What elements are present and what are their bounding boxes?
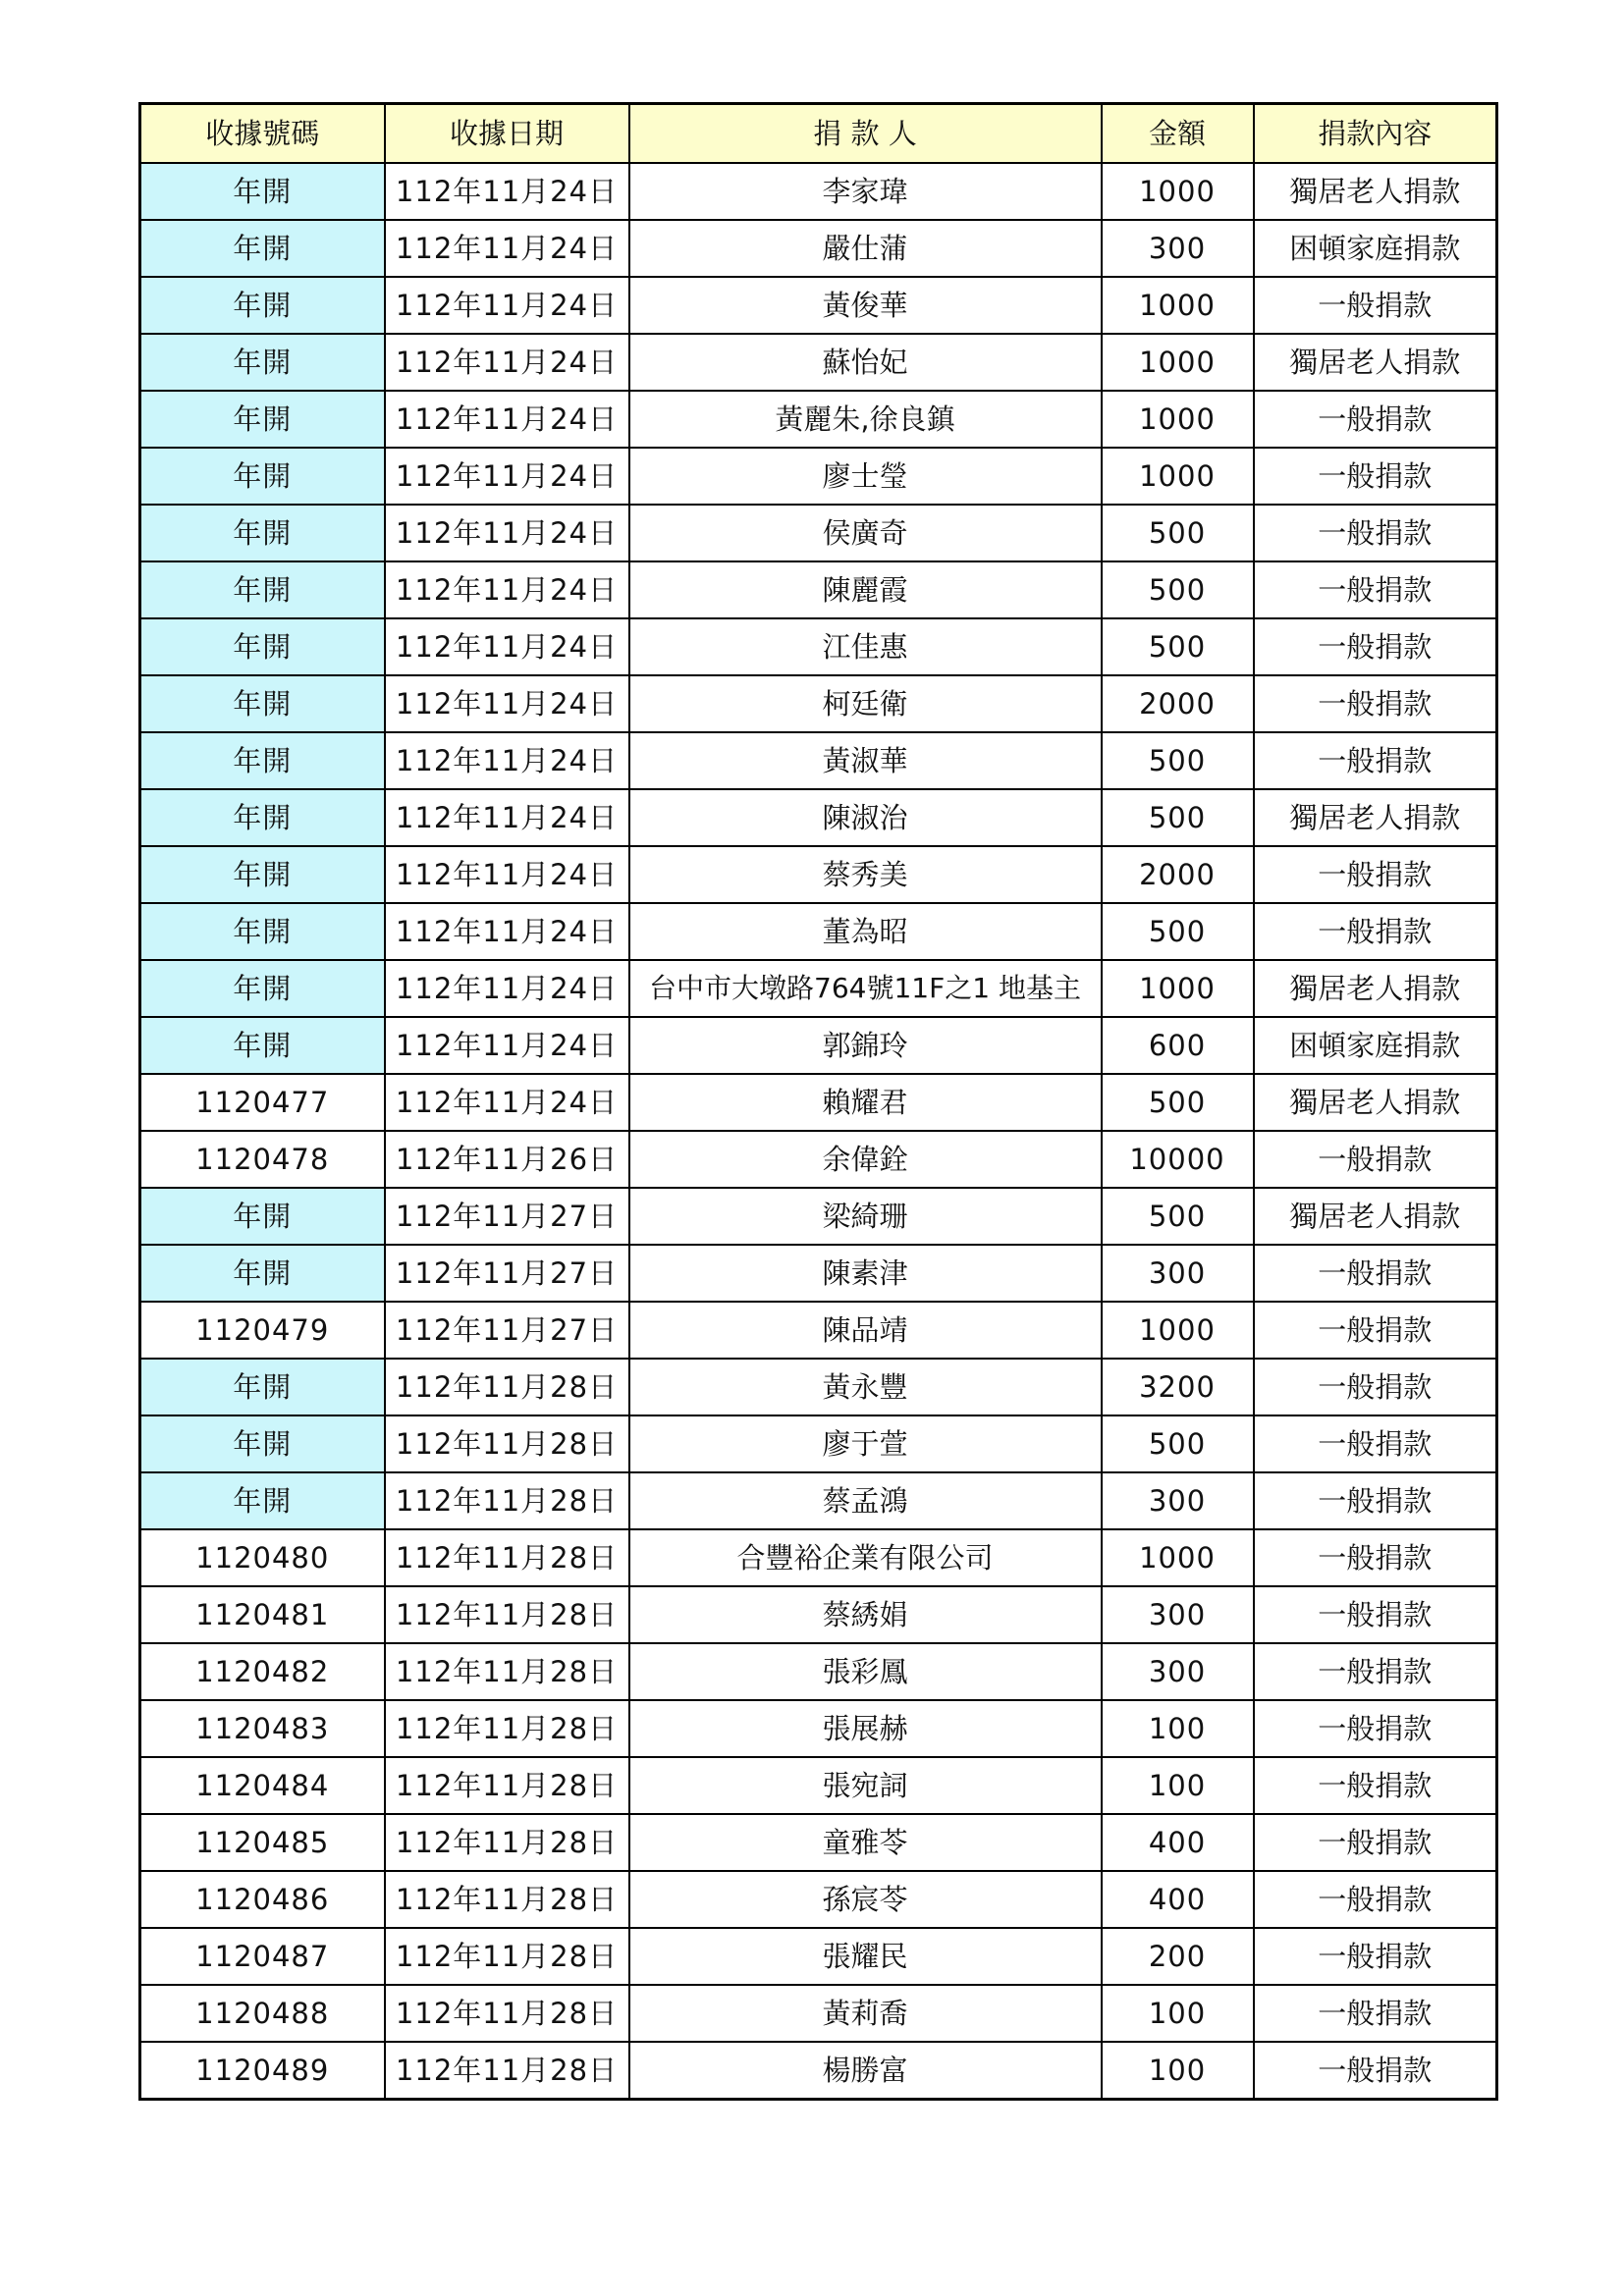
amount-cell: 500 — [1102, 903, 1254, 960]
table-row — [140, 1302, 1497, 1359]
table-row — [140, 448, 1497, 505]
table-row — [140, 1586, 1497, 1643]
amount-cell: 500 — [1102, 1188, 1254, 1245]
header-row — [140, 104, 1497, 164]
receipt-number-cell: 1120478 — [140, 1131, 385, 1188]
header-purpose: 捐款內容 — [1254, 104, 1497, 164]
table-row — [140, 505, 1497, 561]
donation-purpose-cell: 獨居老人捐款 — [1254, 334, 1497, 391]
receipt-date-cell: 112年11月26日 — [385, 1131, 629, 1188]
donor-name-cell: 黃淑華 — [629, 732, 1102, 789]
receipt-date-cell: 112年11月24日 — [385, 391, 629, 448]
donor-name-cell: 張彩鳳 — [629, 1643, 1102, 1700]
amount-cell: 500 — [1102, 789, 1254, 846]
donor-name-cell: 陳品靖 — [629, 1302, 1102, 1359]
amount-cell: 500 — [1102, 732, 1254, 789]
donor-name-cell: 黃莉喬 — [629, 1985, 1102, 2042]
donation-purpose-cell: 一般捐款 — [1254, 391, 1497, 448]
amount-cell: 100 — [1102, 1985, 1254, 2042]
receipt-date-cell: 112年11月24日 — [385, 789, 629, 846]
receipt-date-cell: 112年11月28日 — [385, 1359, 629, 1415]
table-row — [140, 220, 1497, 277]
donor-name-cell: 蘇怡妃 — [629, 334, 1102, 391]
donation-purpose-cell: 一般捐款 — [1254, 675, 1497, 732]
receipt-number-cell: 年開 — [140, 846, 385, 903]
receipt-date-cell: 112年11月24日 — [385, 334, 629, 391]
donation-purpose-cell: 困頓家庭捐款 — [1254, 1017, 1497, 1074]
receipt-number-cell: 年開 — [140, 1245, 385, 1302]
amount-cell: 1000 — [1102, 163, 1254, 220]
receipt-date-cell: 112年11月24日 — [385, 903, 629, 960]
donor-name-cell: 廖于萱 — [629, 1415, 1102, 1472]
amount-cell: 1000 — [1102, 391, 1254, 448]
receipt-date-cell: 112年11月27日 — [385, 1245, 629, 1302]
receipt-number-cell: 1120483 — [140, 1700, 385, 1757]
table-row — [140, 2042, 1497, 2100]
donation-purpose-cell: 一般捐款 — [1254, 1245, 1497, 1302]
table-row — [140, 1074, 1497, 1131]
donor-name-cell: 陳淑治 — [629, 789, 1102, 846]
donation-purpose-cell: 一般捐款 — [1254, 561, 1497, 618]
donation-purpose-cell: 一般捐款 — [1254, 1415, 1497, 1472]
amount-cell: 300 — [1102, 1586, 1254, 1643]
receipt-date-cell: 112年11月28日 — [385, 1472, 629, 1529]
donor-name-cell: 蔡孟鴻 — [629, 1472, 1102, 1529]
receipt-number-cell: 1120481 — [140, 1586, 385, 1643]
table-row — [140, 1928, 1497, 1985]
amount-cell: 500 — [1102, 505, 1254, 561]
donation-purpose-cell: 一般捐款 — [1254, 1985, 1497, 2042]
amount-cell: 2000 — [1102, 846, 1254, 903]
receipt-date-cell: 112年11月28日 — [385, 1415, 629, 1472]
table-row — [140, 1472, 1497, 1529]
donation-purpose-cell: 獨居老人捐款 — [1254, 163, 1497, 220]
table-row — [140, 1017, 1497, 1074]
amount-cell: 500 — [1102, 618, 1254, 675]
table-row — [140, 1245, 1497, 1302]
receipt-number-cell: 1120489 — [140, 2042, 385, 2100]
receipt-date-cell: 112年11月28日 — [385, 1985, 629, 2042]
table-row — [140, 1529, 1497, 1586]
donation-purpose-cell: 獨居老人捐款 — [1254, 1074, 1497, 1131]
donation-purpose-cell: 一般捐款 — [1254, 1871, 1497, 1928]
amount-cell: 400 — [1102, 1871, 1254, 1928]
donor-name-cell: 陳素津 — [629, 1245, 1102, 1302]
receipt-date-cell: 112年11月24日 — [385, 163, 629, 220]
table-row — [140, 903, 1497, 960]
amount-cell: 500 — [1102, 1415, 1254, 1472]
donor-name-cell: 陳麗霞 — [629, 561, 1102, 618]
receipt-date-cell: 112年11月28日 — [385, 1871, 629, 1928]
table-row — [140, 846, 1497, 903]
amount-cell: 100 — [1102, 1757, 1254, 1814]
receipt-date-cell: 112年11月28日 — [385, 1586, 629, 1643]
receipt-number-cell: 1120488 — [140, 1985, 385, 2042]
header-receipt-date: 收據日期 — [385, 104, 629, 164]
receipt-date-cell: 112年11月24日 — [385, 618, 629, 675]
table-row — [140, 1131, 1497, 1188]
receipt-number-cell: 年開 — [140, 1415, 385, 1472]
amount-cell: 1000 — [1102, 334, 1254, 391]
donor-name-cell: 蔡綉娟 — [629, 1586, 1102, 1643]
donor-name-cell: 張耀民 — [629, 1928, 1102, 1985]
receipt-date-cell: 112年11月24日 — [385, 448, 629, 505]
donor-name-cell: 張展赫 — [629, 1700, 1102, 1757]
table-row — [140, 1643, 1497, 1700]
table-row — [140, 732, 1497, 789]
donation-purpose-cell: 一般捐款 — [1254, 277, 1497, 334]
donor-name-cell: 侯廣奇 — [629, 505, 1102, 561]
donation-purpose-cell: 獨居老人捐款 — [1254, 789, 1497, 846]
donor-name-cell: 黃俊華 — [629, 277, 1102, 334]
amount-cell: 200 — [1102, 1928, 1254, 1985]
table-row — [140, 960, 1497, 1017]
receipt-date-cell: 112年11月28日 — [385, 1814, 629, 1871]
receipt-number-cell: 1120482 — [140, 1643, 385, 1700]
receipt-number-cell: 年開 — [140, 675, 385, 732]
donor-name-cell: 童雅苓 — [629, 1814, 1102, 1871]
table-row — [140, 1700, 1497, 1757]
table-row — [140, 675, 1497, 732]
amount-cell: 600 — [1102, 1017, 1254, 1074]
donation-purpose-cell: 獨居老人捐款 — [1254, 1188, 1497, 1245]
receipt-date-cell: 112年11月24日 — [385, 1017, 629, 1074]
donation-purpose-cell: 一般捐款 — [1254, 1700, 1497, 1757]
donation-purpose-cell: 一般捐款 — [1254, 1529, 1497, 1586]
receipt-number-cell: 年開 — [140, 1017, 385, 1074]
donation-purpose-cell: 一般捐款 — [1254, 2042, 1497, 2100]
receipt-date-cell: 112年11月27日 — [385, 1188, 629, 1245]
amount-cell: 300 — [1102, 1643, 1254, 1700]
receipt-number-cell: 1120477 — [140, 1074, 385, 1131]
donation-purpose-cell: 困頓家庭捐款 — [1254, 220, 1497, 277]
amount-cell: 1000 — [1102, 1302, 1254, 1359]
receipt-number-cell: 年開 — [140, 163, 385, 220]
receipt-date-cell: 112年11月28日 — [385, 1928, 629, 1985]
table-body — [140, 163, 1497, 2100]
receipt-number-cell: 1120484 — [140, 1757, 385, 1814]
donation-purpose-cell: 一般捐款 — [1254, 1814, 1497, 1871]
receipt-date-cell: 112年11月27日 — [385, 1302, 629, 1359]
table-row — [140, 1814, 1497, 1871]
table-row — [140, 561, 1497, 618]
donor-name-cell: 郭錦玲 — [629, 1017, 1102, 1074]
receipt-date-cell: 112年11月28日 — [385, 1529, 629, 1586]
donor-name-cell: 黃麗朱,徐良鎮 — [629, 391, 1102, 448]
table-row — [140, 1985, 1497, 2042]
receipt-date-cell: 112年11月24日 — [385, 846, 629, 903]
table-row — [140, 789, 1497, 846]
receipt-date-cell: 112年11月24日 — [385, 675, 629, 732]
receipt-number-cell: 年開 — [140, 448, 385, 505]
receipt-number-cell: 1120479 — [140, 1302, 385, 1359]
table-row — [140, 1871, 1497, 1928]
amount-cell: 100 — [1102, 2042, 1254, 2100]
donor-name-cell: 嚴仕蒲 — [629, 220, 1102, 277]
receipt-number-cell: 年開 — [140, 561, 385, 618]
receipt-date-cell: 112年11月24日 — [385, 220, 629, 277]
donor-name-cell: 黃永豐 — [629, 1359, 1102, 1415]
receipt-number-cell: 年開 — [140, 903, 385, 960]
donation-purpose-cell: 一般捐款 — [1254, 732, 1497, 789]
donation-ledger-table — [138, 102, 1498, 2101]
donation-purpose-cell: 獨居老人捐款 — [1254, 960, 1497, 1017]
amount-cell: 300 — [1102, 1245, 1254, 1302]
donation-purpose-cell: 一般捐款 — [1254, 1302, 1497, 1359]
donation-purpose-cell: 一般捐款 — [1254, 1131, 1497, 1188]
amount-cell: 300 — [1102, 1472, 1254, 1529]
donor-name-cell: 余偉銓 — [629, 1131, 1102, 1188]
table-row — [140, 277, 1497, 334]
receipt-date-cell: 112年11月24日 — [385, 732, 629, 789]
donation-purpose-cell: 一般捐款 — [1254, 1472, 1497, 1529]
receipt-date-cell: 112年11月28日 — [385, 1700, 629, 1757]
table-header — [140, 104, 1497, 164]
donor-name-cell: 柯廷衛 — [629, 675, 1102, 732]
amount-cell: 1000 — [1102, 960, 1254, 1017]
donation-purpose-cell: 一般捐款 — [1254, 618, 1497, 675]
donation-purpose-cell: 一般捐款 — [1254, 1757, 1497, 1814]
donor-name-cell: 楊勝富 — [629, 2042, 1102, 2100]
receipt-number-cell: 年開 — [140, 277, 385, 334]
donor-name-cell: 台中市大墩路764號11F之1 地基主 — [629, 960, 1102, 1017]
donor-name-cell: 江佳惠 — [629, 618, 1102, 675]
amount-cell: 500 — [1102, 1074, 1254, 1131]
receipt-date-cell: 112年11月24日 — [385, 561, 629, 618]
receipt-number-cell: 年開 — [140, 334, 385, 391]
donor-name-cell: 張宛詞 — [629, 1757, 1102, 1814]
amount-cell: 500 — [1102, 561, 1254, 618]
donation-purpose-cell: 一般捐款 — [1254, 448, 1497, 505]
receipt-date-cell: 112年11月28日 — [385, 2042, 629, 2100]
donation-purpose-cell: 一般捐款 — [1254, 903, 1497, 960]
table-row — [140, 1359, 1497, 1415]
receipt-number-cell: 年開 — [140, 1359, 385, 1415]
donation-purpose-cell: 一般捐款 — [1254, 505, 1497, 561]
receipt-number-cell: 年開 — [140, 618, 385, 675]
donor-name-cell: 董為昭 — [629, 903, 1102, 960]
amount-cell: 400 — [1102, 1814, 1254, 1871]
donor-name-cell: 梁綺珊 — [629, 1188, 1102, 1245]
donor-name-cell: 合豐裕企業有限公司 — [629, 1529, 1102, 1586]
receipt-date-cell: 112年11月28日 — [385, 1757, 629, 1814]
donor-name-cell: 賴耀君 — [629, 1074, 1102, 1131]
header-amount: 金額 — [1102, 104, 1254, 164]
table-row — [140, 1415, 1497, 1472]
amount-cell: 1000 — [1102, 448, 1254, 505]
donation-purpose-cell: 一般捐款 — [1254, 1359, 1497, 1415]
receipt-date-cell: 112年11月24日 — [385, 1074, 629, 1131]
amount-cell: 100 — [1102, 1700, 1254, 1757]
donor-name-cell: 李家瑋 — [629, 163, 1102, 220]
receipt-number-cell: 1120487 — [140, 1928, 385, 1985]
table-row — [140, 1757, 1497, 1814]
receipt-date-cell: 112年11月24日 — [385, 960, 629, 1017]
receipt-number-cell: 年開 — [140, 960, 385, 1017]
donation-purpose-cell: 一般捐款 — [1254, 1586, 1497, 1643]
receipt-number-cell: 1120485 — [140, 1814, 385, 1871]
donor-name-cell: 廖士瑩 — [629, 448, 1102, 505]
table-row — [140, 163, 1497, 220]
amount-cell: 2000 — [1102, 675, 1254, 732]
receipt-number-cell: 1120480 — [140, 1529, 385, 1586]
header-donor: 捐 款 人 — [629, 104, 1102, 164]
table-row — [140, 1188, 1497, 1245]
receipt-date-cell: 112年11月24日 — [385, 277, 629, 334]
receipt-number-cell: 年開 — [140, 505, 385, 561]
receipt-number-cell: 年開 — [140, 789, 385, 846]
donation-purpose-cell: 一般捐款 — [1254, 846, 1497, 903]
receipt-number-cell: 年開 — [140, 1472, 385, 1529]
receipt-number-cell: 年開 — [140, 391, 385, 448]
receipt-number-cell: 1120486 — [140, 1871, 385, 1928]
receipt-date-cell: 112年11月28日 — [385, 1643, 629, 1700]
receipt-number-cell: 年開 — [140, 1188, 385, 1245]
donation-purpose-cell: 一般捐款 — [1254, 1643, 1497, 1700]
amount-cell: 1000 — [1102, 1529, 1254, 1586]
amount-cell: 1000 — [1102, 277, 1254, 334]
table-row — [140, 391, 1497, 448]
receipt-number-cell: 年開 — [140, 220, 385, 277]
header-receipt-no: 收據號碼 — [140, 104, 385, 164]
receipt-number-cell: 年開 — [140, 732, 385, 789]
donation-purpose-cell: 一般捐款 — [1254, 1928, 1497, 1985]
donor-name-cell: 孫宸苓 — [629, 1871, 1102, 1928]
amount-cell: 300 — [1102, 220, 1254, 277]
table-row — [140, 618, 1497, 675]
amount-cell: 3200 — [1102, 1359, 1254, 1415]
table-row — [140, 334, 1497, 391]
amount-cell: 10000 — [1102, 1131, 1254, 1188]
receipt-date-cell: 112年11月24日 — [385, 505, 629, 561]
donor-name-cell: 蔡秀美 — [629, 846, 1102, 903]
